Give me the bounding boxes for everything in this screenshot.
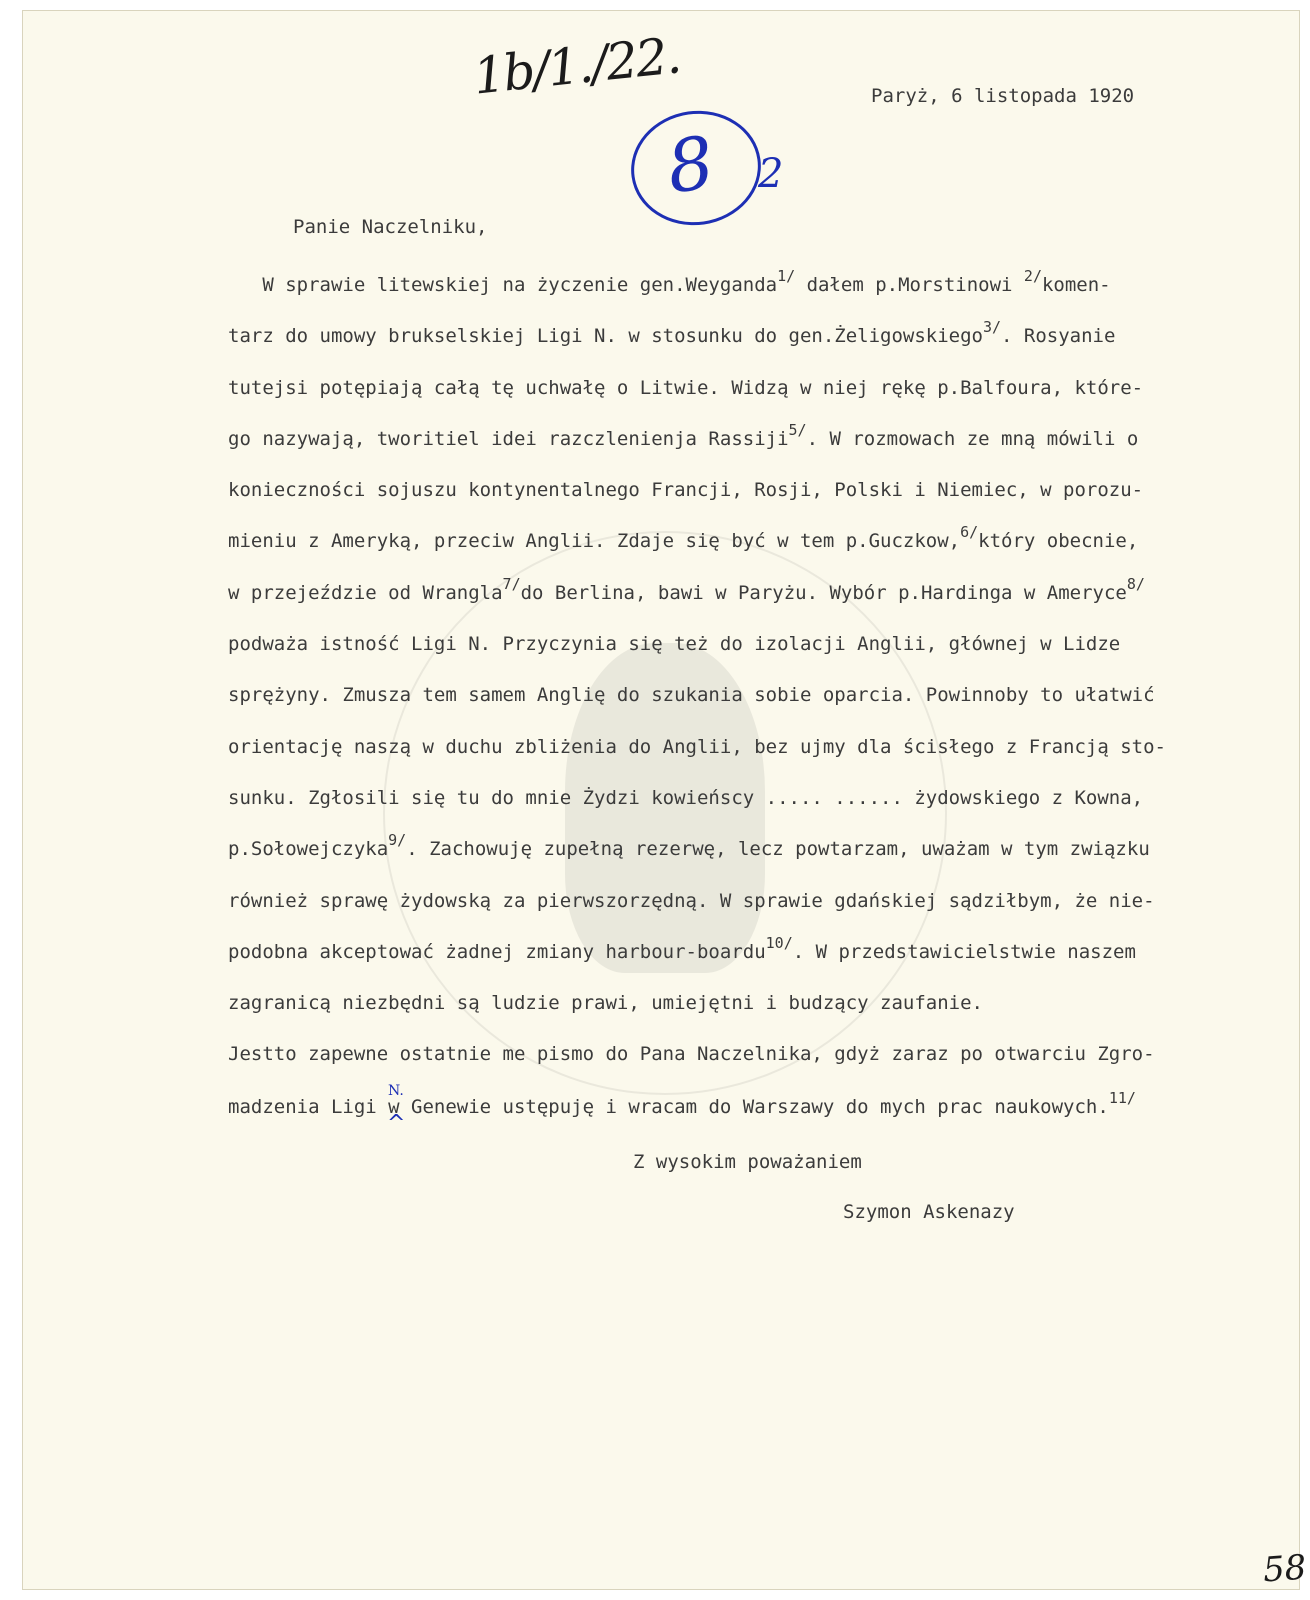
signature: Szymon Askenazy (843, 1201, 1015, 1223)
footnote-mark: 1/ (777, 267, 796, 285)
body-line (228, 977, 1298, 1028)
last-line-end: w Genewie ustępuję i wracam do Warszawy do mych prac naukowych. (388, 1096, 1109, 1118)
body-text-segment: sunku. Zgłosili się tu do mnie Żydzi kowieńscy ..... ...... żydowskiego z Kowna, (228, 786, 1144, 809)
body-text-segment: dałem p.Morstinowi (795, 274, 1024, 296)
body-line (228, 310, 1298, 361)
body-text-segment: konieczności sojuszu kontynentalnego Francji, Rosji, Polski i Niemiec, w porozu- (228, 479, 1144, 502)
stamp-subnumber: 2 (758, 151, 784, 197)
stamp-circle (624, 103, 769, 234)
body-text-segment: podobna akceptować żadnej zmiany harbour-boardu (228, 940, 766, 963)
body-text-segment: . W przedstawicielstwie naszem (792, 940, 1136, 963)
body-line (228, 618, 1298, 669)
body-line (228, 926, 1298, 977)
insertion-caret: ^ (387, 1111, 406, 1136)
footnote-mark: 5/ (788, 420, 807, 439)
body-text-segment: orientację naszą w duchu zbliżenia do Anglii, bez ujmy dla ścisłego z Francją sto- (228, 735, 1166, 758)
body-text-segment: który obecnie, (978, 530, 1139, 553)
body-line (228, 515, 1298, 566)
body-text-segment: go nazywają, tworitiel idei razczlenienja Rassiji (228, 427, 789, 450)
body-text-segment: mieniu z Ameryką, przeciw Anglii. Zdaje się być w tem p.Guczkow, (228, 530, 961, 553)
body-text-segment: do Berlina, bawi w Paryżu. Wybór p.Hardinga w Ameryce (520, 581, 1127, 604)
closing: Z wysokim poważaniem (633, 1151, 862, 1173)
body-text-segment: p.Sołowejczyka (228, 838, 389, 861)
footnote-mark: 6/ (960, 523, 979, 542)
archive-number: 1b/1./22. (470, 26, 683, 106)
body-line (228, 669, 1298, 720)
body-text-segment: komen- (1041, 274, 1111, 296)
letter-page (22, 10, 1308, 1591)
body-line (228, 259, 1298, 310)
body-text-segment: . W rozmowach ze mną mówili o (806, 427, 1139, 450)
footnote-mark: 3/ (982, 318, 1002, 337)
body-text-segment: . Zachowuję zupełną rezerwę, lecz powtarzam, uważam w tym związku (406, 838, 1150, 861)
body-line (228, 721, 1298, 772)
body-line (228, 1028, 1298, 1079)
body-last-line (228, 1089, 1136, 1118)
body-text-segment: w przejeździe od Wrangla (228, 581, 503, 604)
footnote-mark: 9/ (388, 831, 407, 850)
stamp-number: 8 (661, 119, 719, 210)
body-line (228, 567, 1298, 618)
inserted-correction: N. (388, 1083, 404, 1099)
footnote-mark: 2/ (1023, 267, 1042, 285)
body-text-segment: tarz do umowy brukselskiej Ligi N. w stosunku do gen.Żeligowskiego (228, 325, 983, 348)
body-line (228, 362, 1298, 413)
body-text-segment: tutejsi potępiają całą tę uchwałę o Litwie. Widzą w niej rękę p.Balfoura, które- (228, 376, 1144, 399)
body-text-segment: podważa istność Ligi N. Przyczynia się też do izolacji Anglii, głównej w Lidze (228, 633, 1121, 656)
body-text-segment: sprężyny. Zmusza tem samem Anglię do szukania sobie oparcia. Powinnoby to ułatwić (228, 684, 1155, 707)
salutation: Panie Naczelniku, (293, 216, 488, 238)
body-text-segment: również sprawę żydowską za pierwszorzędną. W sprawie gdańskiej sądziłbym, że nie- (228, 889, 1155, 912)
footnote-mark: 10/ (765, 933, 793, 952)
body-text-segment: zagranicą niezbędni są ludzie prawi, umiejętni i budzący zaufanie. (228, 992, 983, 1015)
body-line (228, 413, 1298, 464)
footnote-mark: 8/ (1126, 574, 1145, 593)
body-text-segment: Jestto zapewne ostatnie me pismo do Pana Naczelnika, gdyż zaraz po otwarciu Zgro- (228, 1043, 1155, 1066)
body-text-segment: W sprawie litewskiej na życzenie gen.Weyganda (228, 274, 778, 296)
footnote-mark: 7/ (502, 574, 521, 593)
page-number: 58 (1261, 1547, 1308, 1591)
body-text-segment: . Rosyanie (1001, 325, 1116, 348)
body-line (228, 875, 1298, 926)
body-line (228, 464, 1298, 515)
body-line (228, 772, 1298, 823)
footnote-mark: 11/ (1108, 1089, 1136, 1107)
body-line (228, 823, 1298, 874)
last-line-start: madzenia Ligi (228, 1096, 389, 1118)
letter-body (228, 259, 1298, 1080)
place-date: Paryż, 6 listopada 1920 (871, 85, 1135, 107)
